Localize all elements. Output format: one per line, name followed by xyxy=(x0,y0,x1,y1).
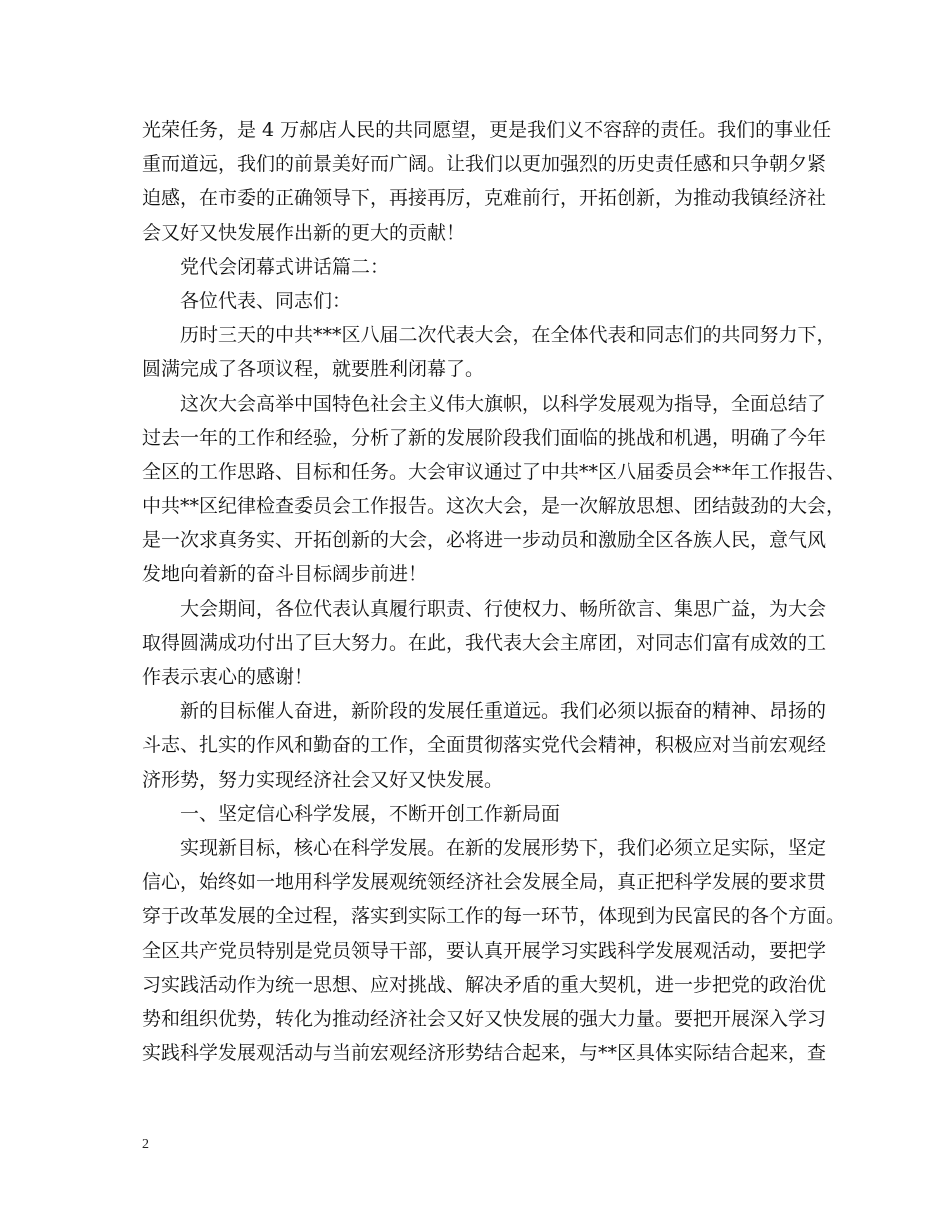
text-line: 迫感，在市委的正确领导下，再接再厉，克难前行，开拓创新，为推动我镇经济社 xyxy=(142,187,827,210)
text-line: 中共**区纪律检查委员会工作报告。这次大会，是一次解放思想、团结鼓劲的大会， xyxy=(142,495,846,518)
text-line: 信心，始终如一地用科学发展观统领经济社会发展全局，真正把科学发展的要求贯 xyxy=(142,871,827,894)
document-body xyxy=(142,113,846,1070)
text-line: 发地向着新的奋斗目标阔步前进！ xyxy=(142,563,428,586)
text-line: 光荣任务，是 4 万郝店人民的共同愿望，更是我们义不容辞的责任。我们的事业任 xyxy=(142,119,832,141)
text-line: 势和组织优势，转化为推动经济社会又好又快发展的强大力量。要把开展深入学习 xyxy=(142,1007,827,1030)
text-line: 是一次求真务实、开拓创新的大会，必将进一步动员和激励全区各族人民，意气风 xyxy=(142,529,827,552)
text-line: 实践科学发展观活动与当前宏观经济形势结合起来，与**区具体实际结合起来，查 xyxy=(142,1042,827,1065)
text-line: 这次大会高举中国特色社会主义伟大旗帜，以科学发展观为指导，全面总结了 xyxy=(180,392,827,415)
text-line: 党代会闭幕式讲话篇二： xyxy=(180,255,390,278)
text-line: 全区的工作思路、目标和任务。大会审议通过了中共**区八届委员会**年工作报告、 xyxy=(142,460,846,483)
text-line: 济形势，努力实现经济社会又好又快发展。 xyxy=(142,768,504,791)
text-line: 作表示衷心的感谢！ xyxy=(142,666,314,688)
text-line: 一、坚定信心科学发展，不断开创工作新局面 xyxy=(180,802,561,825)
text-line: 各位代表、同志们： xyxy=(180,289,352,312)
text-line: 圆满完成了各项议程，就要胜利闭幕了。 xyxy=(142,358,485,381)
text-line: 过去一年的工作和经验，分析了新的发展阶段我们面临的挑战和机遇，明确了今年 xyxy=(142,426,827,449)
text-line: 新的目标催人奋进，新阶段的发展任重道远。我们必须以振奋的精神、昂扬的 xyxy=(180,700,827,723)
text-line: 会又好又快发展作出新的更大的贡献！ xyxy=(142,221,466,244)
text-line: 取得圆满成功付出了巨大努力。在此，我代表大会主席团，对同志们富有成效的工 xyxy=(142,631,827,654)
text-line: 全区共产党员特别是党员领导干部，要认真开展学习实践科学发展观活动，要把学 xyxy=(142,939,827,962)
text-line: 大会期间，各位代表认真履行职责、行使权力、畅所欲言、集思广益，为大会 xyxy=(180,597,827,620)
text-line: 习实践活动作为统一思想、应对挑战、解决矛盾的重大契机，进一步把党的政治优 xyxy=(142,973,827,996)
text-line: 斗志、扎实的作风和勤奋的工作，全面贯彻落实党代会精神，积极应对当前宏观经 xyxy=(142,734,827,757)
text-line: 重而道远，我们的前景美好而广阔。让我们以更加强烈的历史责任感和只争朝夕紧 xyxy=(142,153,827,176)
page-number: 2 xyxy=(142,1137,149,1152)
text-line: 实现新目标，核心在科学发展。在新的发展形势下，我们必须立足实际，坚定 xyxy=(180,836,827,859)
text-line: 穿于改革发展的全过程，落实到实际工作的每一环节，体现到为民富民的各个方面。 xyxy=(142,905,846,928)
text-line: 历时三天的中共***区八届二次代表大会，在全体代表和同志们的共同努力下， xyxy=(180,324,836,347)
